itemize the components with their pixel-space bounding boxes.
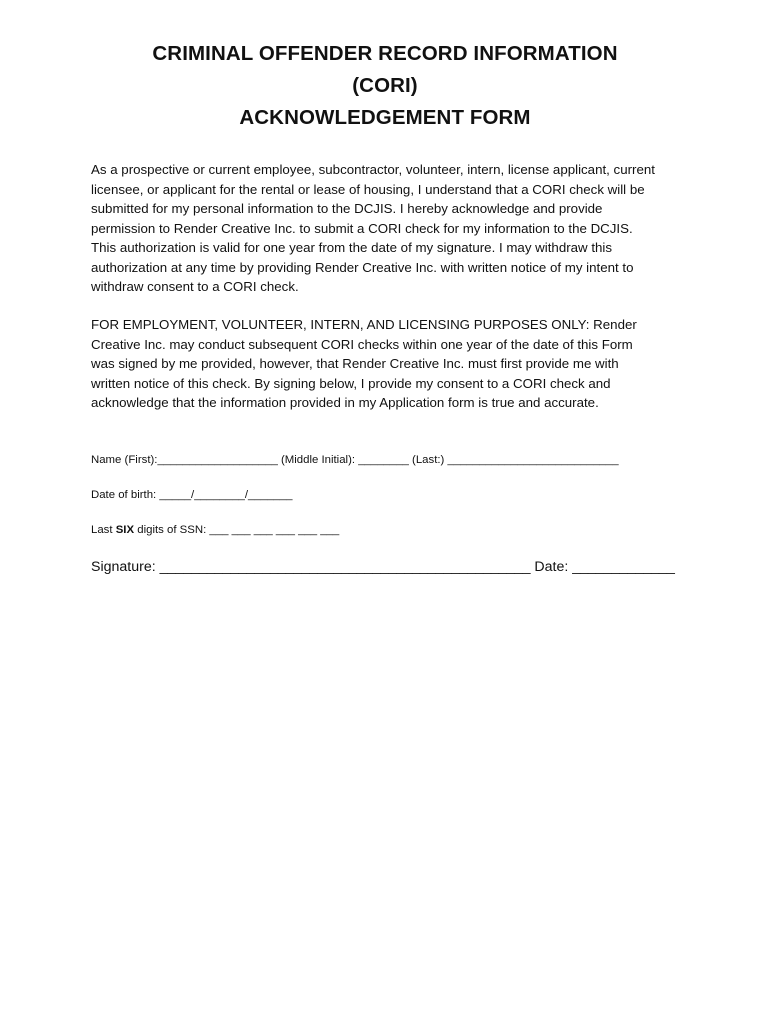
- signature-date-field[interactable]: Signature: _______________________________________________ Date: _____________: [91, 559, 675, 575]
- paragraph-line: FOR EMPLOYMENT, VOLUNTEER, INTERN, AND LICENSING PURPOSES ONLY: Render: [91, 317, 637, 332]
- consent-paragraph: [91, 315, 691, 413]
- paragraph-line: submitted for my personal information to the DCJIS. I hereby acknowledge and provide: [91, 201, 603, 216]
- ssn-label-emphasis: SIX: [115, 524, 135, 536]
- ssn-field[interactable]: [91, 522, 339, 538]
- date-of-birth-field[interactable]: Date of birth: _____/________/_______: [91, 489, 293, 501]
- name-fields[interactable]: Name (First):___________________ (Middle Initial): ________ (Last:) ___________________________: [91, 454, 619, 466]
- paragraph-line: As a prospective or current employee, subcontractor, volunteer, intern, license applicant, current: [91, 162, 655, 177]
- form-title-line-1: CRIMINAL OFFENDER RECORD INFORMATION: [152, 42, 618, 65]
- paragraph-line: was signed by me provided, however, that Render Creative Inc. must first provide me with: [91, 356, 619, 371]
- paragraph-line: authorization at any time by providing Render Creative Inc. with written notice of my intent to: [91, 259, 634, 275]
- paragraph-line: withdraw consent to a CORI check.: [91, 279, 299, 294]
- ssn-label-prefix: Last: [91, 524, 116, 536]
- paragraph-line: written notice of this check. By signing below, I provide my consent to a CORI check and: [91, 375, 611, 391]
- paragraph-line: Creative Inc. may conduct subsequent CORI checks within one year of the date of this Form: [91, 336, 633, 352]
- ssn-label-suffix: digits of SSN: ___ ___ ___ ___ ___ ___: [134, 524, 340, 536]
- paragraph-line: This authorization is valid for one year from the date of my signature. I may withdraw this: [91, 240, 613, 255]
- paragraph-line: licensee, or applicant for the rental or lease of housing, I understand that a CORI check will be: [91, 181, 645, 197]
- authorization-paragraph: [91, 160, 691, 297]
- form-title-line-2: (CORI): [352, 74, 418, 97]
- paragraph-line: permission to Render Creative Inc. to submit a CORI check for my information to the DCJIS.: [91, 220, 633, 236]
- form-title-line-3: ACKNOWLEDGEMENT FORM: [239, 106, 531, 129]
- paragraph-line: acknowledge that the information provided in my Application form is true and accurate.: [91, 395, 599, 410]
